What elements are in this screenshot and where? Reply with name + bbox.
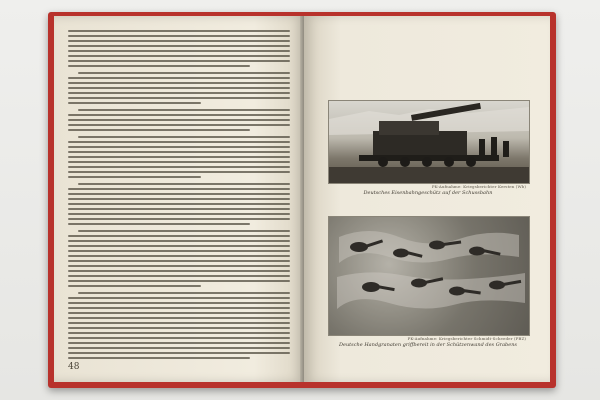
- text-line: [68, 347, 290, 349]
- text-line: [78, 292, 290, 294]
- text-line: [68, 35, 290, 37]
- text-line: [68, 223, 250, 225]
- text-line: [68, 82, 290, 84]
- text-line: [68, 166, 290, 168]
- text-line: [68, 213, 290, 215]
- text-line: [68, 255, 290, 257]
- photo-caption: Deutsche Handgranaten griffbereit in der Schützenwand des Grabens: [338, 342, 518, 348]
- text-line: [68, 114, 290, 116]
- text-line: [68, 161, 290, 163]
- page-number: 48: [68, 362, 80, 372]
- text-line: [68, 285, 201, 287]
- text-line: [68, 193, 290, 195]
- text-line: [68, 208, 290, 210]
- text-line: [68, 97, 290, 99]
- text-line: [78, 230, 290, 232]
- text-line: [68, 337, 290, 339]
- text-line: [78, 136, 290, 138]
- text-line: [68, 265, 290, 267]
- grenades-photo: [328, 216, 530, 336]
- text-line: [68, 60, 290, 62]
- text-line: [68, 45, 290, 47]
- text-line: [68, 156, 290, 158]
- text-line: [68, 124, 290, 126]
- photo-caption: Deutsches Eisenbahngeschütz auf der Schussbahn: [363, 190, 493, 196]
- photo-credit: PK-Aufnahme: Kriegsberichter Kersten (Wb): [431, 184, 526, 189]
- text-line: [68, 332, 290, 334]
- text-line: [68, 245, 290, 247]
- text-line: [68, 129, 250, 131]
- text-line: [68, 30, 290, 32]
- text-line: [68, 171, 290, 173]
- railway-gun-photo: [328, 100, 530, 184]
- text-line: [68, 240, 290, 242]
- text-line: [78, 72, 290, 74]
- text-line: [68, 342, 290, 344]
- text-line: [68, 280, 290, 282]
- text-line: [68, 87, 290, 89]
- left-page-text: [68, 30, 290, 348]
- text-line: [68, 176, 201, 178]
- text-line: [68, 40, 290, 42]
- text-line: [68, 188, 290, 190]
- text-line: [68, 50, 290, 52]
- text-line: [68, 275, 290, 277]
- text-line: [68, 141, 290, 143]
- text-line: [68, 102, 201, 104]
- text-line: [68, 218, 290, 220]
- text-line: [68, 297, 290, 299]
- text-line: [68, 77, 290, 79]
- right-page: [304, 16, 550, 382]
- text-line: [68, 352, 290, 354]
- text-line: [68, 235, 290, 237]
- text-line: [68, 302, 290, 304]
- text-line: [68, 55, 290, 57]
- text-line: [68, 203, 290, 205]
- text-line: [68, 146, 290, 148]
- text-line: [78, 109, 290, 111]
- text-line: [68, 119, 290, 121]
- text-line: [68, 317, 290, 319]
- text-line: [68, 65, 250, 67]
- text-line: [68, 92, 290, 94]
- text-line: [68, 312, 290, 314]
- text-line: [68, 260, 290, 262]
- text-line: [68, 327, 290, 329]
- text-line: [68, 357, 250, 359]
- text-line: [68, 198, 290, 200]
- text-line: [68, 151, 290, 153]
- text-line: [78, 183, 290, 185]
- text-line: [68, 250, 290, 252]
- photo-credit: PK-Aufnahme: Kriegsberichter Schmidt-Scheeder (PBZ): [407, 336, 526, 341]
- text-line: [68, 270, 290, 272]
- text-line: [68, 322, 290, 324]
- left-page: [54, 16, 304, 382]
- text-line: [68, 307, 290, 309]
